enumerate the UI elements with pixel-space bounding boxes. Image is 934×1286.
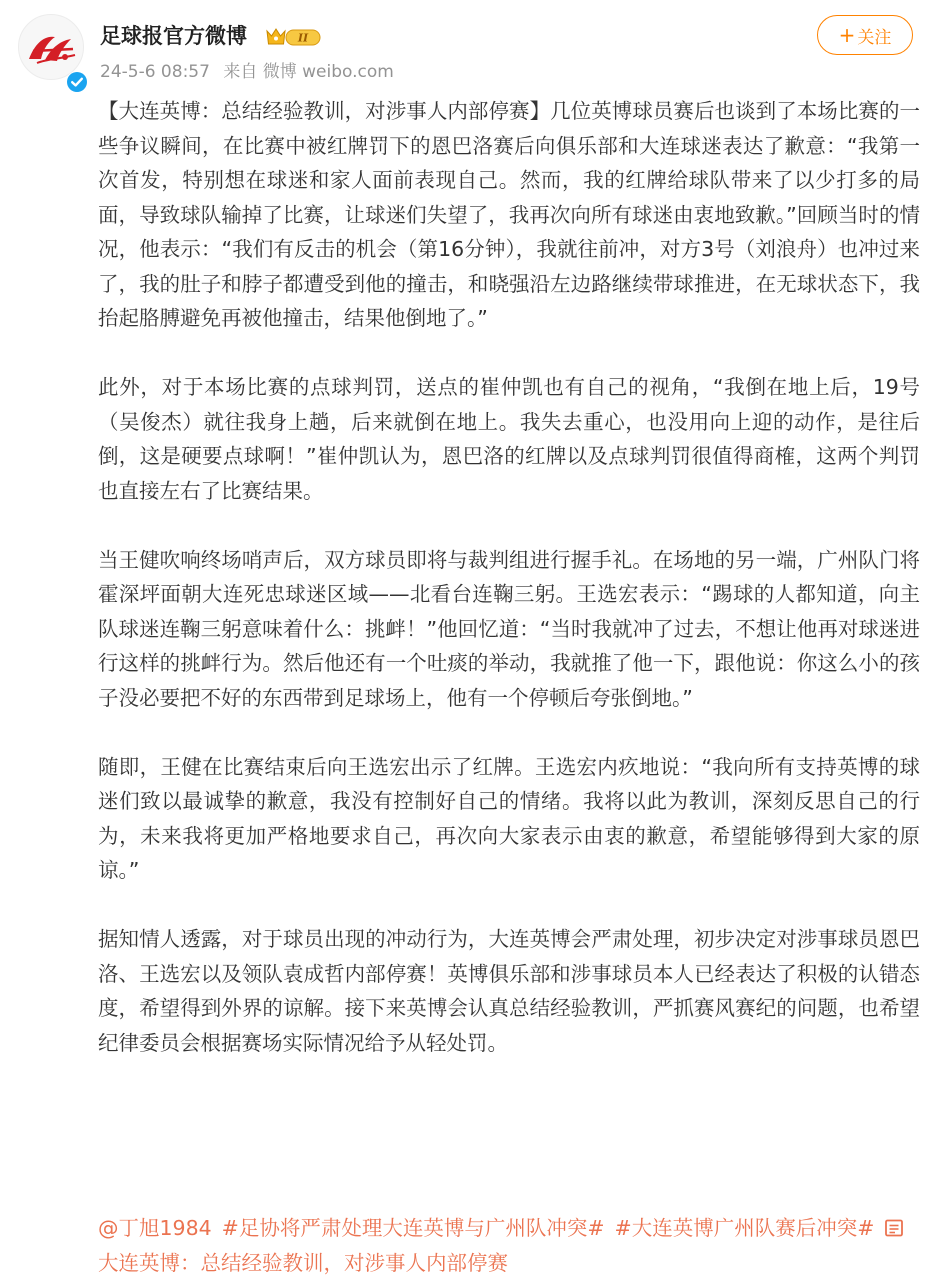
post-paragraph: 随即，王健在比赛结束后向王选宏出示了红牌。王选宏内疚地说：“我向所有支持英博的球迷们致以最诚挚的歉意，我没有控制好自己的情绪。我将以此为教训，深刻反思自己的行为，未来我将更加严格地要求自己，再次向大家表示由衷的歉意，希望能够得到大家的原谅。” <box>98 754 920 882</box>
vip-crown-badge-icon <box>266 25 322 49</box>
avatar[interactable] <box>18 14 84 80</box>
post-links <box>98 1211 920 1280</box>
post-meta <box>100 59 402 85</box>
post-source: 来自 微博 weibo.com <box>223 62 394 82</box>
post-paragraph: 【大连英博：总结经验教训，对涉事人内部停赛】几位英博球员赛后也谈到了本场比赛的一些争议瞬间，在比赛中被红牌罚下的恩巴洛赛后向俱乐部和大连球迷表达了歉意：“我第一次首发，特别想在球迷和家人面前表现自己。然而，我的红牌给球队带来了以少打多的局面，导致球队输掉了比赛，让球迷们失望了，我再次向所有球迷由衷地致歉。”回顾当时的情况，他表示：“我们有反击的机会（第16分钟），我就往前冲，对方3号（刘浪舟）也冲过来了，我的肚子和脖子都遭受到他的撞击，和晓强沿左边路继续带球推进，在无球状态下，我抬起胳膊避免再被他撞击，结果他倒地了。” <box>98 99 920 330</box>
post-timestamp[interactable]: 24-5-6 08:57 <box>100 62 210 82</box>
post-header <box>0 0 934 96</box>
vip-level: II <box>297 31 309 45</box>
follow-button[interactable] <box>817 15 913 55</box>
post-paragraph: 当王健吹响终场哨声后，双方球员即将与裁判组进行握手礼。在场地的另一端，广州队门将霍深坪面朝大连死忠球迷区域——北看台连鞠三躬。王选宏表示：“踢球的人都知道，向主队球迷连鞠三躬意味着什么：挑衅！”他回忆道：“当时我就冲了过去，不想让他再对球迷进行这样的挑衅行为。然后他还有一个吐痰的举动，我就推了他一下，跟他说：你这么小的孩子没必要把不好的东西带到足球场上，他有一个停顿后夸张倒地。” <box>98 547 920 710</box>
brand-logo-icon <box>25 29 79 67</box>
hashtag-link[interactable]: #大连英博广州队赛后冲突# <box>614 1216 875 1240</box>
username[interactable]: 足球报官方微博 <box>100 24 247 48</box>
article-link[interactable]: 大连英博：总结经验教训，对涉事人内部停赛 <box>98 1250 508 1275</box>
post-body <box>98 94 920 1095</box>
post-paragraph: 据知情人透露，对于球员出现的冲动行为，大连英博会严肃处理，初步决定对涉事球员恩巴洛、王选宏以及领队袁成哲内部停赛！英博俱乐部和涉事球员本人已经表达了积极的认错态度，希望得到外界的谅解。接下来英博会认真总结经验教训，严抓赛风赛纪的问题，也希望纪律委员会根据赛场实际情况给予从轻处罚。 <box>98 927 920 1055</box>
mention-link[interactable]: @丁旭1984 <box>98 1216 212 1240</box>
plus-icon: + <box>838 23 856 47</box>
follow-button-label: 关注 <box>857 27 892 48</box>
post-paragraph: 此外，对于本场比赛的点球判罚，送点的崔仲凯也有自己的视角，“我倒在地上后，19号（吴俊杰）就往我身上趟，后来就倒在地上。我失去重心，也没用向上迎的动作，是往后倒，这是硬要点球啊！”崔仲凯认为，恩巴洛的红牌以及点球判罚很值得商榷，这两个判罚也直接左右了比赛结果。 <box>98 375 920 503</box>
verified-badge-icon <box>66 71 88 93</box>
article-link-icon <box>884 1218 904 1238</box>
hashtag-link[interactable]: #足协将严肃处理大连英博与广州队冲突# <box>221 1216 605 1240</box>
